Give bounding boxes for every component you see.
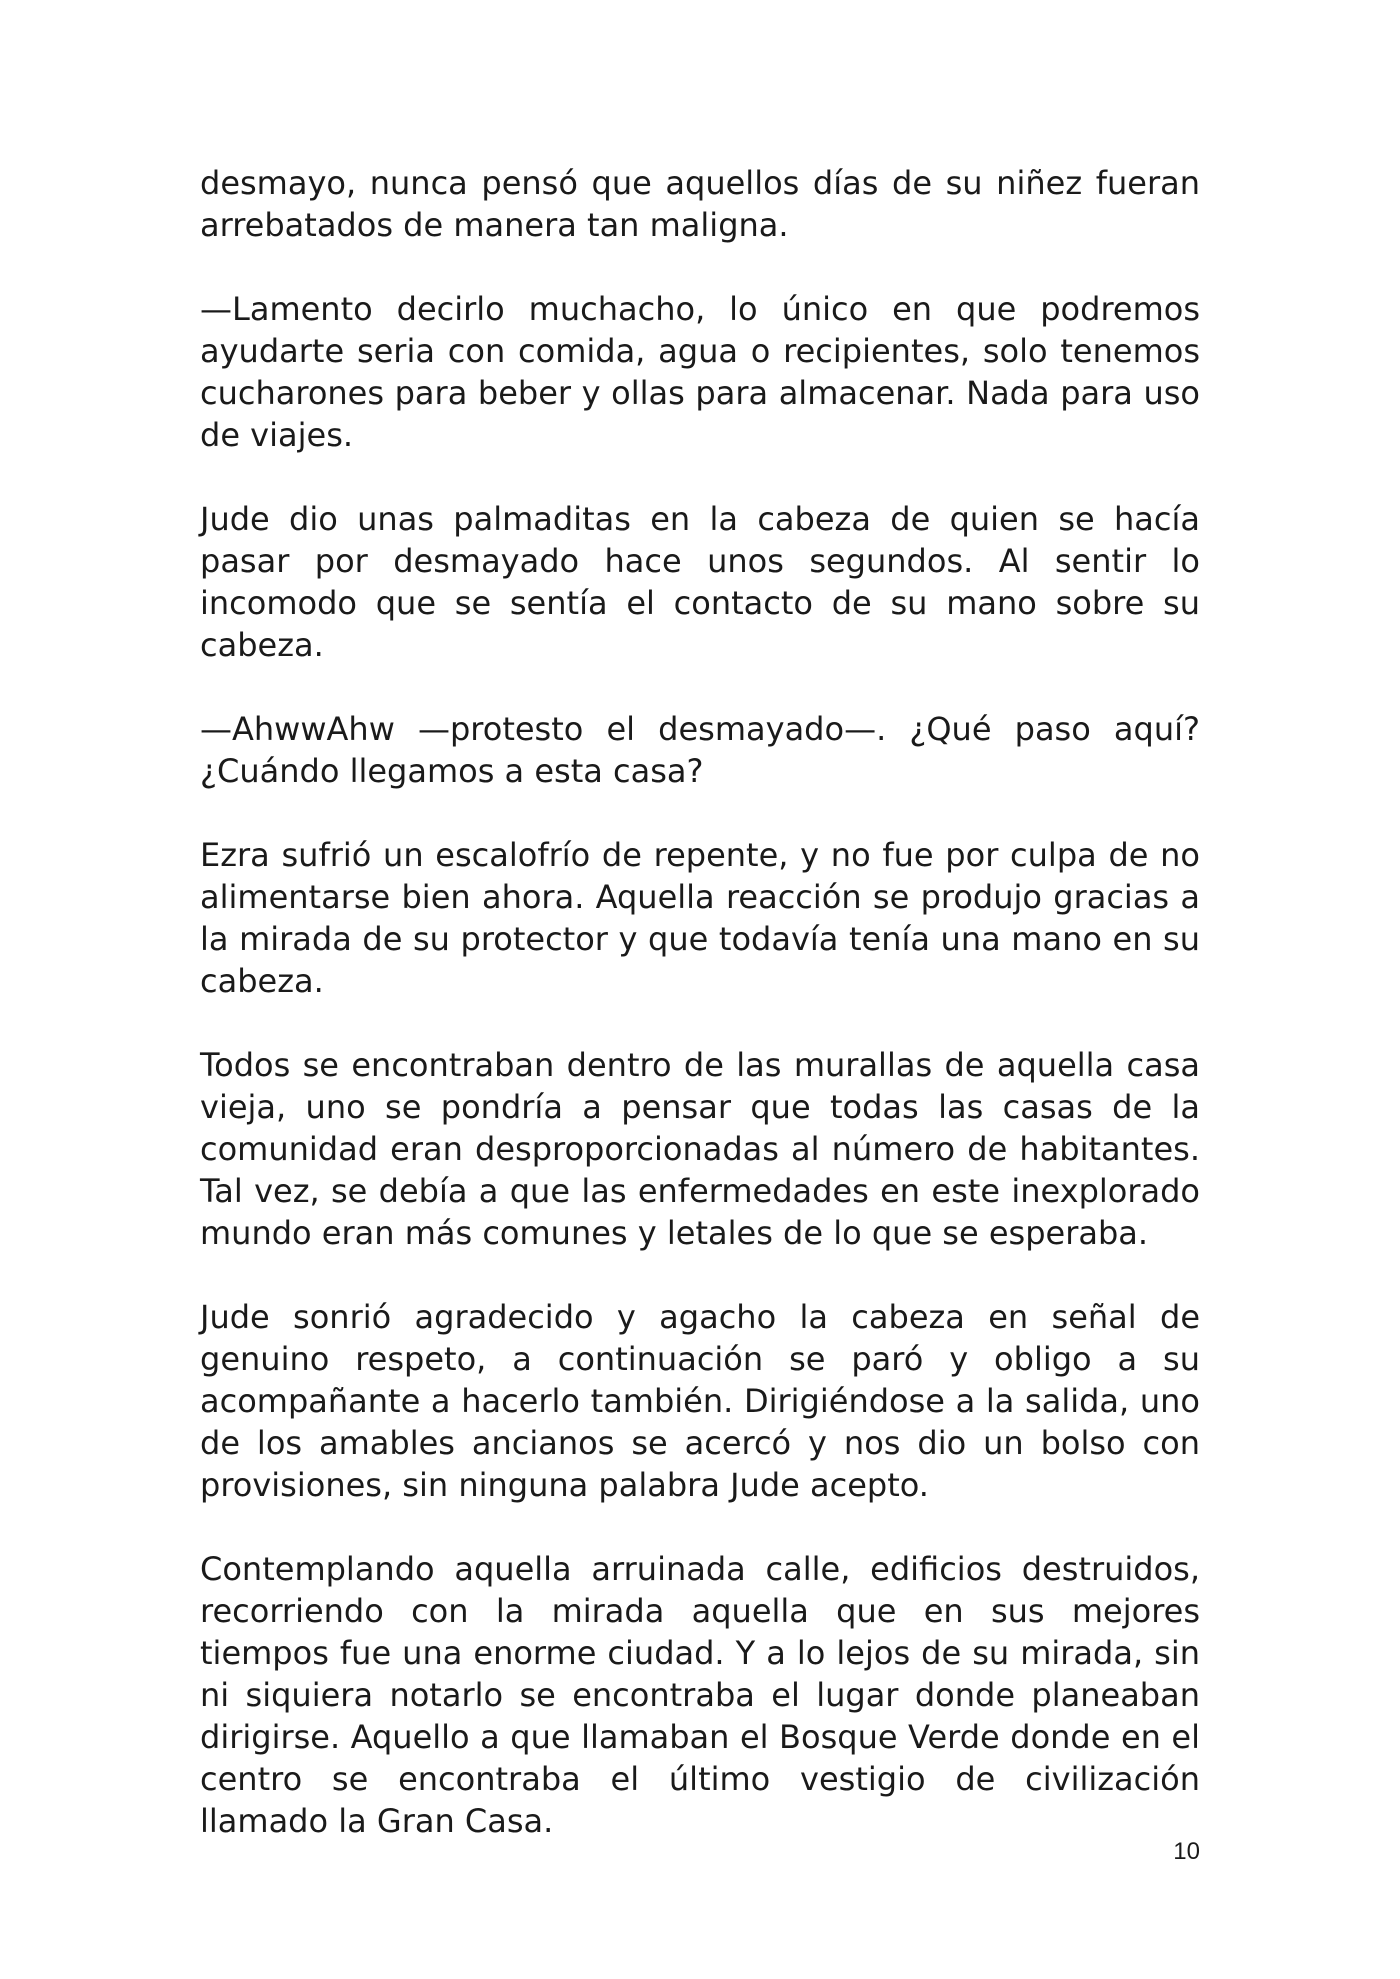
paragraph-6: Todos se encontraban dentro de las murallas de aquella casa vieja, uno se pondría a pensar que todas las casas de la comunidad eran desproporcionadas al número de habitantes. Tal vez, se debía a que las enfermedades en este inexplorado mundo eran más comunes y letales de lo que se esperaba. <box>200 1046 1200 1252</box>
paragraph-2: —Lamento decirlo muchacho, lo único en que podremos ayudarte seria con comida, agua o recipientes, solo tenemos cucharones para beber y ollas para almacenar. Nada para uso de viajes. <box>200 290 1200 454</box>
paragraph-4: —AhwwAhw —protesto el desmayado—. ¿Qué paso aquí? ¿Cuándo llegamos a esta casa? <box>200 710 1200 790</box>
page-number: 10 <box>1173 1838 1200 1865</box>
body-text <box>200 162 1200 1842</box>
paragraph-3: Jude dio unas palmaditas en la cabeza de quien se hacía pasar por desmayado hace unos segundos. Al sentir lo incomodo que se sentía el contacto de su mano sobre su cabeza. <box>200 500 1200 664</box>
paragraph-5: Ezra sufrió un escalofrío de repente, y no fue por culpa de no alimentarse bien ahora. Aquella reacción se produjo gracias a la mirada de su protector y que todavía tenía una mano en su cabeza. <box>200 836 1200 1000</box>
paragraph-8: Contemplando aquella arruinada calle, edificios destruidos, recorriendo con la mirada aquella que en sus mejores tiempos fue una enorme ciudad. Y a lo lejos de su mirada, sin ni siquiera notarlo se encontraba el lugar donde planeaban dirigirse. Aquello a que llamaban el Bosque Verde donde en el centro se encontraba el último vestigio de civilización llamado la Gran Casa. <box>200 1550 1200 1840</box>
paragraph-1: desmayo, nunca pensó que aquellos días de su niñez fueran arrebatados de manera tan maligna. <box>200 164 1200 244</box>
paragraph-7: Jude sonrió agradecido y agacho la cabeza en señal de genuino respeto, a continuación se paró y obligo a su acompañante a hacerlo también. Dirigiéndose a la salida, uno de los amables ancianos se acercó y nos dio un bolso con provisiones, sin ninguna palabra Jude acepto. <box>200 1298 1200 1504</box>
